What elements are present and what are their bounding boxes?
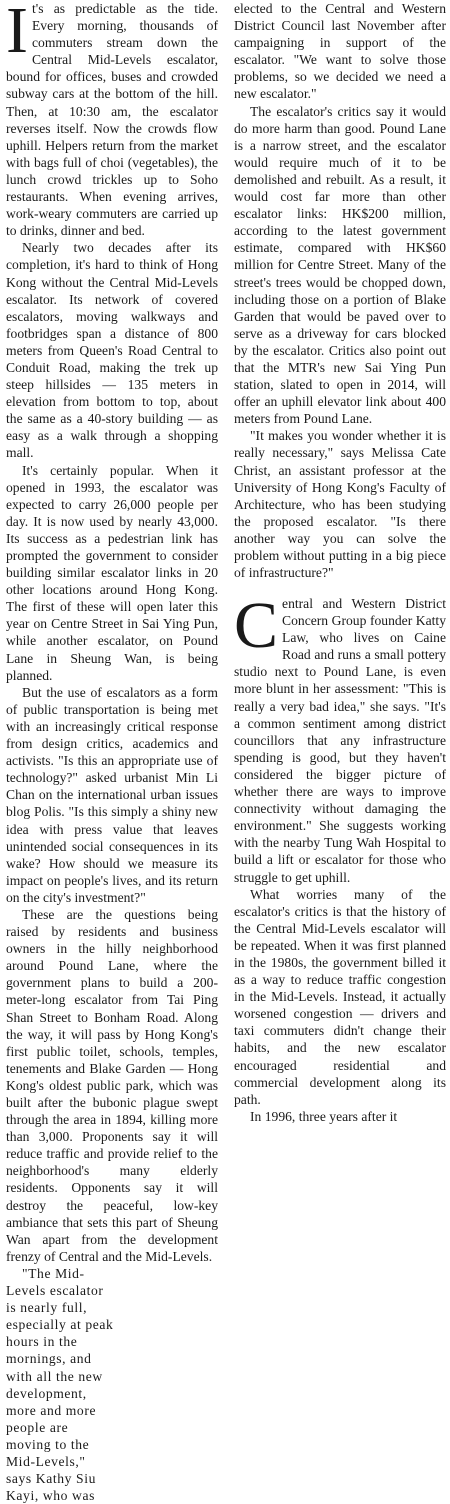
- right-column-top: [234, 0, 446, 581]
- left-column: [6, 0, 218, 1504]
- paragraph: These are the questions being raised by residents and business owners in the hilly neighborhood around Pound Lane, where the government plans to build a 200-meter-long escalator from Tai Ping Shan Street to Bonham Road. Along the way, it will pass by Hong Kong's first public toilet, schools, temples, tenements and Blake Garden — Hong Kong's oldest public park, which was built after the bubonic plague swept through the area in 1894, killing more than 3,000. Proponents say it will reduce traffic and provide relief to the neighborhood's many elderly residents. Opponents say it will destroy the peaceful, low-key ambiance that sets this part of Sheung Wan apart from the development frenzy of Central and the Mid-Levels.: [6, 906, 218, 1264]
- paragraph: "The Mid-Levels escalator is nearly full, especially at peak hours in the mornings, and with all the new development, more and more people are moving to the Mid-Levels," says Kathy Siu Kayi, who was: [6, 1265, 114, 1504]
- paragraph: Nearly two decades after its completion, it's hard to think of Hong Kong without the Central Mid-Levels escalator. Its network of covered escalators, moving walkways and footbridges span a distance of 800 meters from Queen's Road Central to Conduit Road, making the trek up steep hillsides — 135 meters in elevation from bottom to top, about the same as a 40-story building — as easy as a walk through a shopping mall.: [6, 240, 218, 461]
- paragraph: Central and Western District Concern Group founder Katty Law, who lives on Caine Road and runs a small pottery studio next to Pound Lane, is even more blunt in her assessment: "This is really a very bad idea," she says. "It's a common sentiment among district councillors that any infrastructure spending is good, but they haven't considered the bigger picture of whether there are ways to improve connectivity without damaging the environment." She suggests working with the nearby Tung Wah Hospital to build a lift or escalator for those who struggle to get uphill.: [234, 589, 446, 885]
- paragraph: elected to the Central and Western District Council last November after campaigning in support of the escalator. "We want to solve those problems, so we decided we need a new escalator.": [234, 1, 446, 102]
- paragraph: "It makes you wonder whether it is really necessary," says Melissa Cate Christ, an assistant professor at the University of Hong Kong's Faculty of Architecture, who has been studying the proposed escalator. "Is there another way you can solve the problem without putting in a big piece of infrastructure?": [234, 428, 446, 581]
- paragraph: What worries many of the escalator's critics is that the history of the Central Mid-Levels escalator will be repeated. When it was first planned in the 1980s, the government billed it as a way to reduce traffic congestion in the Mid-Levels. Instead, it actually worsened congestion — drivers and taxi commuters didn't change their habits, and the new escalator encouraged residential and commercial development along its path.: [234, 886, 446, 1107]
- paragraph: But the use of escalators as a form of public transportation is being met with an increasingly critical response from design critics, academics and activists. "Is this an appropriate use of technology?" asked urbanist Min Li Chan on the international urban issues blog Polis. "Is this simply a shiny new idea with press value that leaves unintended social consequences in its wake? How should we measure its impact on people's lives, and its return on the city's investment?": [6, 684, 218, 905]
- drop-cap: C: [234, 589, 279, 662]
- paragraph: It's as predictable as the tide. Every morning, thousands of commuters stream down the Central Mid-Levels escalator, bound for offices, buses and crowded subway cars at the bottom of the hill. Then, at 10:30 am, the escalator reverses itself. Now the crowds flow uphill. Helpers return from the market with bags full of choi (vegetables), the lunch crowd trickles up to Soho restaurants. When evening arrives, work-weary commuters are carried up to drinks, dinner and bed.: [6, 0, 218, 239]
- paragraph: The escalator's critics say it would do more harm than good. Pound Lane is a narrow street, and the escalator would require much of it to be demolished and rebuilt. As a result, it would cost far more than other escalator links: HK$200 million, according to the latest government estimate, compared with HK$60 million for Centre Street. Many of the street's trees would be chopped down, including those on a portion of Blake Garden that would be paved over to serve as a driveway for cars blocked by the escalator. Critics also point out that the MTR's new Sai Ying Pun station, slated to open in 2014, will offer an uphill elevator link about 400 meters from Pound Lane.: [234, 103, 446, 427]
- narrow-column-block: [6, 1265, 114, 1504]
- right-column-bottom: [234, 589, 446, 1125]
- paragraph: In 1996, three years after it: [250, 1108, 398, 1124]
- paragraph: It's certainly popular. When it opened in 1993, the escalator was expected to carry 26,000 people per day. It is now used by nearly 43,000. Its success as a pedestrian link has prompted the government to consider building similar escalator links in 20 other locations around Hong Kong. The first of these will open later this year on Centre Street in Sai Ying Pun, while another escalator, on Pound Lane in Sheung Wan, is being planned.: [6, 462, 218, 683]
- drop-cap: I: [6, 0, 28, 67]
